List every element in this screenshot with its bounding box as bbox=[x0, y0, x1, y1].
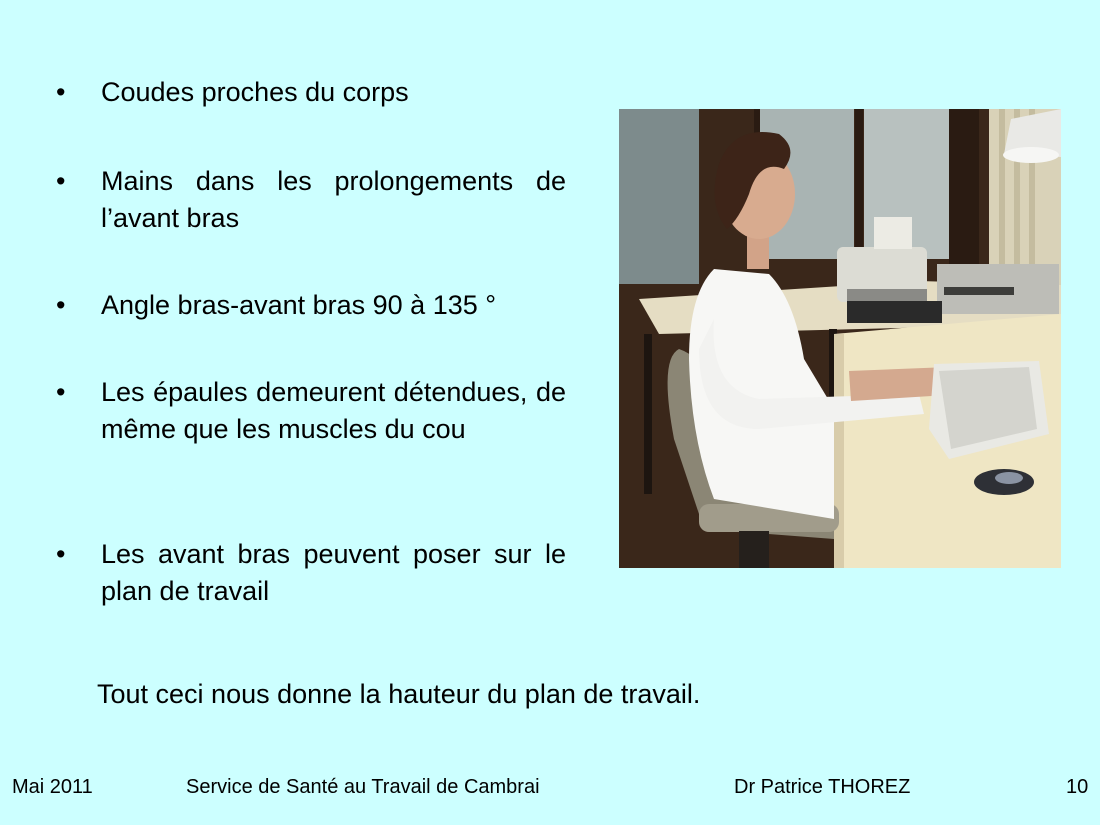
bullet-item bbox=[56, 374, 566, 448]
bullet-item bbox=[56, 287, 566, 324]
bullet-text: Les épaules demeurent détendues, de même que les muscles du cou bbox=[101, 377, 566, 444]
photo-office-worker-typing-icon bbox=[619, 109, 1061, 568]
office-worker-photo bbox=[619, 109, 1061, 568]
bullet-marker: • bbox=[56, 166, 66, 196]
bullet-text: Mains dans les prolongements de l’avant bras bbox=[101, 166, 566, 233]
footer-page-number: 10 bbox=[1066, 776, 1089, 798]
footer-date: Mai 2011 bbox=[12, 776, 93, 798]
bullet-text: Coudes proches du corps bbox=[101, 77, 409, 107]
bullet-item bbox=[56, 163, 566, 237]
bullet-marker: • bbox=[56, 77, 66, 107]
bullet-text: Les avant bras peuvent poser sur le plan de travail bbox=[101, 539, 566, 606]
bullet-item bbox=[56, 74, 566, 111]
bullet-text: Angle bras-avant bras 90 à 135 ° bbox=[101, 290, 497, 320]
bullet-marker: • bbox=[56, 377, 66, 407]
bullet-item bbox=[56, 536, 566, 610]
bullet-marker: • bbox=[56, 290, 66, 320]
footer-organization: Service de Santé au Travail de Cambrai bbox=[186, 776, 540, 798]
conclusion-text: Tout ceci nous donne la hauteur du plan de travail. bbox=[97, 679, 701, 709]
bullet-marker: • bbox=[56, 539, 66, 569]
footer-author: Dr Patrice THOREZ bbox=[734, 776, 911, 798]
